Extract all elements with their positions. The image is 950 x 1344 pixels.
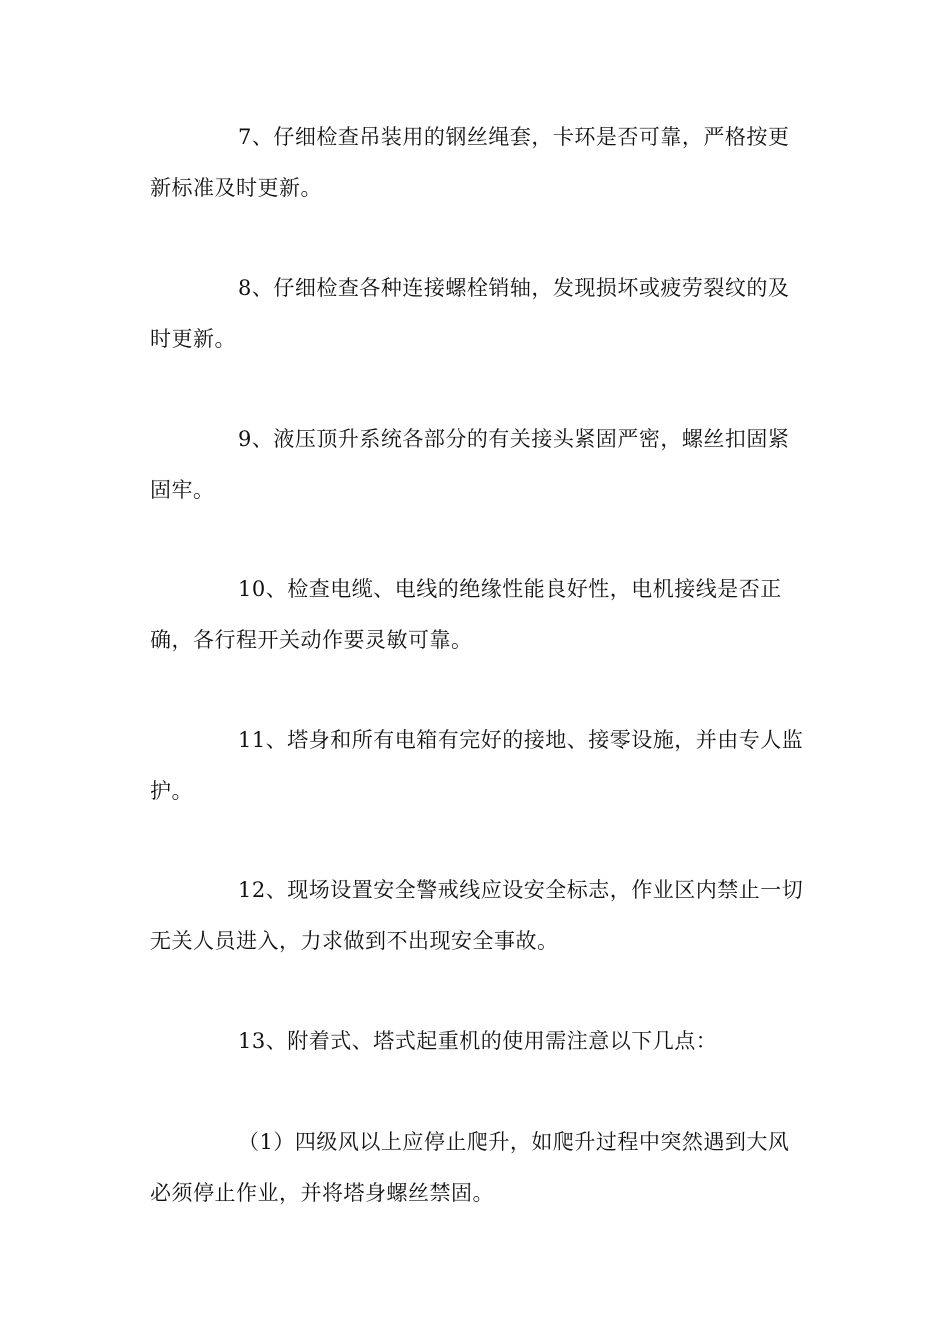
paragraph-item-7: 7、仔细检查吊装用的钢丝绳套，卡环是否可靠，严格按更新标准及时更新。 — [150, 125, 790, 200]
paragraph-subitem-1: （1）四级风以上应停止爬升，如爬升过程中突然遇到大风必须停止作业，并将塔身螺丝禁固。 — [150, 1130, 790, 1205]
paragraph-item-12: 12、现场设置安全警戒线应设安全标志，作业区内禁止一切无关人员进入，力求做到不出现安全事故。 — [150, 878, 804, 953]
paragraph-item-11: 11、塔身和所有电箱有完好的接地、接零设施，并由专人监护。 — [150, 728, 804, 803]
paragraph-item-8: 8、仔细检查各种连接螺栓销轴，发现损坏或疲劳裂纹的及时更新。 — [150, 276, 790, 351]
paragraph-item-13: 13、附着式、塔式起重机的使用需注意以下几点： — [238, 1029, 718, 1053]
paragraph-item-9: 9、液压顶升系统各部分的有关接头紧固严密，螺丝扣固紧固牢。 — [150, 427, 790, 502]
paragraph-item-10: 10、检查电缆、电线的绝缘性能良好性，电机接线是否正确，各行程开关动作要灵敏可靠。 — [150, 577, 782, 652]
